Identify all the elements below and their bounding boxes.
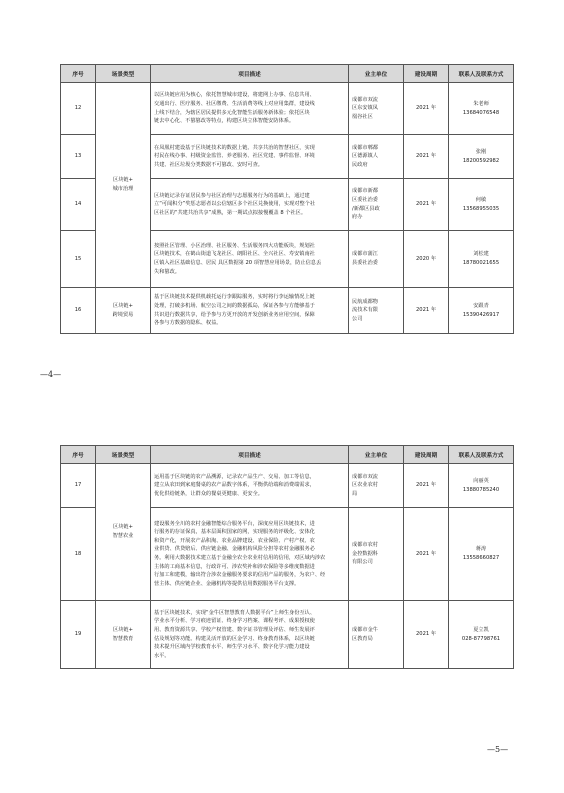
- table-header-row: [61, 65, 514, 83]
- header-type: 场景类型: [96, 446, 151, 464]
- owner-line: 县委社治委: [352, 260, 378, 266]
- owner-line: 民政府: [352, 161, 368, 168]
- header-period: 建设周期: [404, 65, 449, 83]
- row-year: 2021 年: [404, 135, 449, 179]
- desc-line: 运用基于区块链的农产品溯源，记录农产品生产、交易、加工等信息，: [154, 473, 315, 480]
- owner-line: 成都市双流: [352, 96, 378, 103]
- owner-line: 府办: [352, 214, 363, 221]
- desc-line: 技术提升区域内学校教育水平、师生学习水平、数字化学习能力建设: [154, 644, 310, 651]
- owner-line: 区教育局: [352, 635, 373, 642]
- row-year: 2020 年: [404, 231, 449, 288]
- desc-line: 处理，打破多机场、航空公司之间的数据孤岛，保证各参与方能够基于: [154, 302, 315, 309]
- row-year: 2021 年: [404, 288, 449, 334]
- contact-name: 刘松建: [473, 251, 489, 258]
- row-contact: [449, 231, 514, 288]
- type-line: 跨境贸易: [112, 311, 134, 318]
- header-desc: 项目描述: [151, 65, 349, 83]
- owner-line: 区农业农村: [352, 482, 378, 489]
- owner-line: 成都市农村: [352, 542, 378, 549]
- desc-line: 主体的工商基本信息，行政许可、涉农奖补和涉农保险等多维度数据进: [154, 563, 315, 570]
- row-owner: [349, 601, 404, 669]
- owner-line: 流技术有限: [352, 307, 378, 314]
- contact-phone: 13684076548: [462, 109, 500, 116]
- table-header-row: [61, 446, 514, 464]
- desc-line: 按照社区管理、小区治理、社区服务、生活服务四大功能板块，规划社: [154, 242, 315, 249]
- project-table-page-4: [60, 64, 514, 334]
- row-num: 16: [61, 288, 96, 334]
- row-year: 2021 年: [404, 508, 449, 601]
- owner-line: 成都市郫都: [352, 144, 378, 151]
- desc-line: 基于区块链技术，实现“金牛区智慧教育人数据平台”上师生身份互认、: [154, 609, 316, 616]
- row-year: 2021 年: [404, 464, 449, 508]
- desc-line: 链去中心化、不篡篡改等特点，构建区块立体智能安防体系。: [154, 118, 295, 125]
- contact-phone: 13568955035: [462, 205, 500, 212]
- contact-phone: 028-87798761: [461, 635, 501, 642]
- row-desc: [151, 508, 349, 601]
- contact-name: 夏立凯: [473, 626, 489, 633]
- owner-line: 民航成都物: [352, 298, 378, 305]
- row-contact: [449, 508, 514, 601]
- row-contact: [449, 135, 514, 179]
- row-contact: [449, 601, 514, 669]
- page-number: —4—: [40, 370, 62, 379]
- row-type: [96, 464, 151, 601]
- type-line: 区块链+: [113, 626, 133, 633]
- owner-line: 成都市双流: [352, 473, 378, 480]
- row-num: 15: [61, 231, 96, 288]
- table-row: [61, 601, 514, 669]
- row-year: 2021 年: [404, 601, 449, 669]
- table-row: [61, 288, 514, 334]
- desc-line: 建设服务全川的农村金融智能综合服务平台，深度应用区块链技术，进: [154, 520, 315, 527]
- row-desc: [151, 231, 349, 288]
- contact-phone: 18200592982: [462, 157, 500, 164]
- desc-line: 务。利用大数据技术建立基于金融全农全农业村信用的信用，对区域内涉农: [154, 555, 326, 561]
- project-table-page-5: [60, 445, 514, 669]
- row-owner: [349, 83, 404, 135]
- contact-name: 蒋涛: [475, 546, 487, 553]
- desc-line: 优化供给链条，让群众的餐桌更健康、更安全。: [154, 490, 263, 497]
- desc-line: 共建、社区垃圾分类数据不可篡改、安时可查。: [154, 161, 263, 168]
- contact-name: 安跟青: [473, 302, 489, 309]
- row-desc: [151, 135, 349, 179]
- row-num: 14: [61, 179, 96, 231]
- row-owner: [349, 508, 404, 601]
- row-contact: [449, 83, 514, 135]
- desc-line: 共识进行数据共享，给予参与方更开放的开发创新业务应用空间，保障: [154, 311, 315, 318]
- desc-line: 村民在线办事、村级资金监管、养老服务、社区党建、事件监督、环境: [154, 153, 315, 160]
- desc-line: 基于区块链技术提供机载托运行李跟踪服务，实时将行李运输情况上链: [154, 294, 315, 301]
- desc-line: 学业水平分析、学习痕迹留证、终身学习档案、课程考评、成果授权使: [154, 618, 315, 625]
- type-line: 区块链+: [113, 177, 133, 184]
- owner-line: 局: [352, 490, 358, 497]
- owner-line: 区委社治委: [352, 196, 378, 203]
- page-number: —5—: [487, 745, 509, 754]
- desc-line: 交通出行、医疗服务、社区缴费、生活消费等线上对应用集群，建设线: [154, 100, 315, 107]
- row-num: 19: [61, 601, 96, 669]
- row-desc: [151, 83, 349, 135]
- header-type: 场景类型: [96, 65, 151, 83]
- desc-line: 和资产化，开展农产品积淘、农业品牌建设、农业保险、产村产权、农: [154, 537, 315, 544]
- header-desc: 项目描述: [151, 446, 349, 464]
- row-type: [96, 83, 151, 288]
- contact-name: 向丽英: [473, 477, 489, 484]
- row-owner: [349, 288, 404, 334]
- desc-line: 业供贷、供贷赔后、供应链金融、金融机构风险分担等农村金融服务必: [154, 546, 315, 553]
- row-desc: [151, 601, 349, 669]
- header-contact: 联系人及联系方式: [449, 446, 514, 464]
- row-num: 17: [61, 464, 96, 508]
- header-owner: 业主单位: [349, 65, 404, 83]
- owner-line: 金控数据科: [352, 550, 378, 557]
- desc-line: 水平。: [154, 652, 170, 659]
- header-period: 建设周期: [404, 446, 449, 464]
- row-num: 13: [61, 135, 96, 179]
- desc-line: 立“可闻积分”奖惩志愿者以公信辖区多个社区兑换使用，实现对整个社: [154, 201, 316, 208]
- contact-name: 何敏: [475, 196, 487, 203]
- row-owner: [349, 179, 404, 231]
- type-line: 城市治理: [112, 186, 134, 192]
- contact-phone: 18780021655: [462, 260, 500, 266]
- owner-line: 有限公司: [352, 559, 373, 566]
- contact-phone: 15390426917: [462, 311, 500, 318]
- type-line: 智慧农业: [112, 533, 134, 539]
- owner-line: 区德源镇人: [352, 153, 378, 160]
- owner-line: 成都市新都: [352, 188, 378, 195]
- desc-line: 用、教育资源共享、学校产权管建、数字证书管理及评估、师生发展评: [154, 626, 315, 633]
- desc-line: 行加工和建模，输出符合涉农金融服务要求的信用产品的服务，为农户、经: [154, 572, 326, 579]
- header-num: 序号: [61, 446, 96, 464]
- owner-line: /新都区县政: [352, 205, 380, 212]
- table-row: [61, 83, 514, 135]
- row-owner: [349, 464, 404, 508]
- owner-line: 成都市金牛: [352, 626, 378, 633]
- desc-line: 建立从农田到家庭餐桌的农产品数字体系，平衡供给端和消费端需求，: [154, 482, 315, 489]
- table-row: [61, 464, 514, 508]
- desc-line: 区块链记录存证居民参与社区治理与志愿服务行为的基础上，通过建: [154, 192, 310, 199]
- type-line: 区块链+: [113, 302, 133, 309]
- contact-name: 朱老师: [473, 100, 489, 107]
- contact-name: 张刚: [475, 148, 487, 155]
- desc-line: 在凤凰村建设基于区块链技术的数据上链、共享共治的智慧社区，实现: [154, 144, 315, 151]
- desc-line: 区块链技术，在鹤山街道飞龙社区、朗阳社区、全兴社区、寿安镇南社: [154, 251, 315, 258]
- contact-phone: 13558660827: [462, 555, 500, 561]
- row-num: 12: [61, 83, 96, 135]
- row-owner: [349, 135, 404, 179]
- header-owner: 业主单位: [349, 446, 404, 464]
- desc-line: 区镇入社区基础信息、居民 具区数据第 20 项智慧应用场景，防止信息丢: [154, 260, 322, 266]
- owner-line: 成都市蒲江: [352, 251, 378, 258]
- desc-line: 以区块链应用为核心，依托智慧城市建设，将建网上办事、信息共用、: [154, 92, 315, 99]
- owner-line: 区东安镇凤: [352, 105, 378, 112]
- row-contact: [449, 464, 514, 508]
- owner-line: 公司: [352, 315, 363, 322]
- desc-line: 行服务的存证保真，基本层面积国家的网，实现服务的评级化、安体化: [154, 529, 315, 536]
- row-owner: [349, 231, 404, 288]
- row-contact: [449, 179, 514, 231]
- row-desc: [151, 288, 349, 334]
- row-desc: [151, 179, 349, 231]
- row-num: 18: [61, 508, 96, 601]
- desc-line: 失和篡改。: [154, 268, 180, 275]
- row-desc: [151, 464, 349, 508]
- type-line: 智慧教育: [112, 635, 134, 642]
- row-type: [96, 601, 151, 669]
- desc-line: 区社区的“共建共治共享”成熟，第一期试点拟接慢覆盖 8 个社区。: [154, 209, 307, 216]
- header-num: 序号: [61, 65, 96, 83]
- row-year: 2021 年: [404, 179, 449, 231]
- row-year: 2021 年: [404, 83, 449, 135]
- type-line: 区块链+: [113, 524, 133, 531]
- owner-line: 凰谷社区: [352, 113, 373, 120]
- header-contact: 联系人及联系方式: [449, 65, 514, 83]
- row-contact: [449, 288, 514, 334]
- desc-line: 上线下结合，为辖区居民提供多元化智能生活服务新体验；依托区块: [154, 109, 310, 116]
- row-type: [96, 288, 151, 334]
- desc-line: 估及规划等功能。构建灵活开放的区金学习、终身教育体系，以区块链: [154, 635, 315, 642]
- desc-line: 各参与方数据的隐私、权益。: [154, 320, 222, 327]
- contact-phone: 13880785240: [462, 486, 500, 493]
- desc-line: 营主体、供应链企业、金融机构等提供信用数据服务平台支撑。: [154, 580, 300, 587]
